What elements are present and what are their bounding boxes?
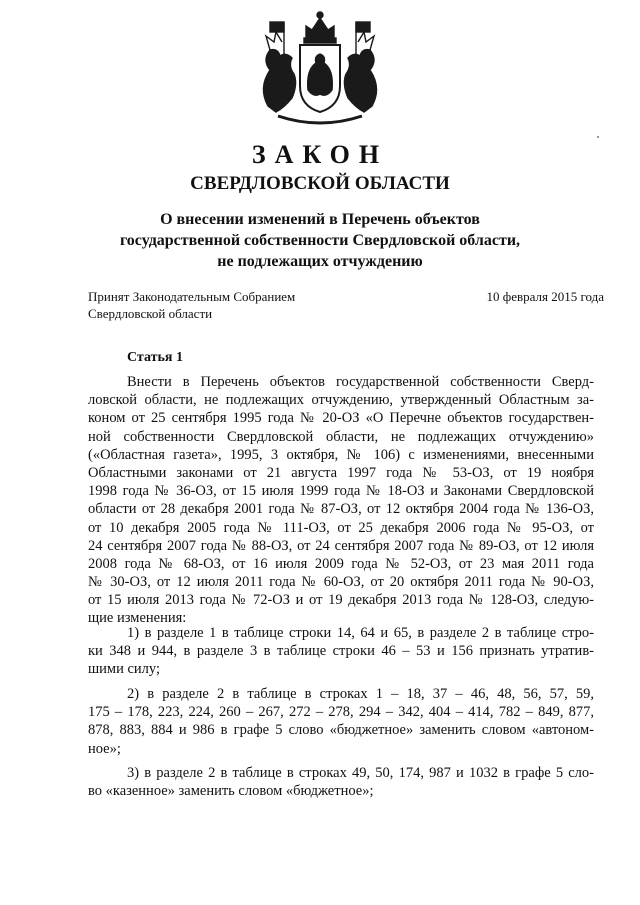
article-heading: Статья 1 — [127, 350, 183, 365]
text-line: 2) в разделе 2 в таблице в строках 1 – 18, 37 – 46, 48, 56, 57, 59, — [127, 686, 594, 702]
text-line: от 15 июля 2013 года № 72-ОЗ и от 19 декабря 2013 года № 128-ОЗ, следую- — [88, 592, 594, 609]
subject-line: О внесении изменений в Перечень объектов — [160, 211, 480, 228]
text-line: Внести в Перечень объектов государственной собственности Сверд- — [127, 374, 594, 390]
adopted-by — [88, 288, 295, 322]
text-line: ловской области, не подлежащих отчуждению, утвержденный Областным за- — [88, 392, 594, 409]
text-line: № 30-ОЗ, от 12 июля 2011 года № 60-ОЗ, от 20 октября 2011 года № 90-ОЗ, — [88, 574, 594, 591]
item-1-paragraph — [88, 624, 594, 679]
adopted-line: Принят Законодательным Собранием — [88, 289, 296, 304]
adoption-date: 10 февраля 2015 года — [486, 289, 604, 304]
text-line: 878, 883, 884 и 986 в графе 5 слово «бюджетное» заменить словом «автоном- — [88, 722, 594, 739]
text-line: 1) в разделе 1 в таблице строки 14, 64 и 65, в разделе 2 в таблице стро- — [127, 625, 594, 641]
text-line: шими силу; — [88, 661, 161, 678]
text-line: 3) в разделе 2 в таблице в строках 49, 50, 174, 987 и 1032 в графе 5 сло- — [127, 765, 594, 781]
item-2-paragraph — [88, 685, 594, 758]
text-line: щие изменения: — [88, 610, 187, 627]
text-line: во «казенное» заменить словом «бюджетное»; — [88, 783, 374, 800]
text-line: 2008 года № 68-ОЗ, от 16 июля 2009 года № 52-ОЗ, от 23 мая 2011 года — [88, 555, 594, 572]
adopted-line: Свердловской области — [88, 306, 213, 321]
text-line: ное»; — [88, 740, 121, 757]
text-line: области от 28 декабря 2001 года № 87-ОЗ, от 12 октября 2004 года № 136-ОЗ, — [88, 501, 594, 518]
scan-speck — [597, 136, 599, 138]
text-line: 175 – 178, 223, 224, 260 – 267, 272 – 278, 294 – 342, 404 – 414, 782 – 849, 877, — [88, 704, 594, 721]
text-line: 1998 года № 36-ОЗ, от 15 июля 1999 года № 18-ОЗ и Законами Свердловской — [88, 483, 594, 500]
subject-line: государственной собственности Свердловской области, — [119, 232, 521, 249]
coat-of-arms-icon — [248, 8, 392, 130]
article-intro-paragraph — [88, 373, 594, 628]
text-line: ной собственности Свердловской области, не подлежащих отчуждению» — [88, 428, 594, 445]
item-3-paragraph — [88, 764, 594, 800]
text-line: от 10 декабря 2005 года № 111-ОЗ, от 25 декабря 2006 года № 95-ОЗ, от — [88, 519, 594, 536]
subject-line: не подлежащих отчуждению — [217, 253, 423, 270]
text-line: Областными законами от 21 августа 1997 года № 53-ОЗ, от 19 ноября — [88, 464, 594, 481]
law-title: ЗАКОН — [251, 140, 389, 169]
text-line: ки 348 и 944, в разделе 3 в таблице строки 46 – 53 и 156 признать утратив- — [88, 643, 594, 660]
text-line: коном от 25 сентября 1995 года № 20-ОЗ «О Перечне объектов государствен- — [88, 410, 594, 427]
text-line: 24 сентября 2007 года № 88-ОЗ, от 24 сентября 2007 года № 89-ОЗ, от 12 июля — [88, 537, 594, 554]
law-region: СВЕРДЛОВСКОЙ ОБЛАСТИ — [190, 173, 450, 194]
text-line: («Областная газета», 1995, 3 октября, № 106) с изменениями, внесенными — [88, 446, 594, 463]
law-subject — [60, 209, 580, 272]
